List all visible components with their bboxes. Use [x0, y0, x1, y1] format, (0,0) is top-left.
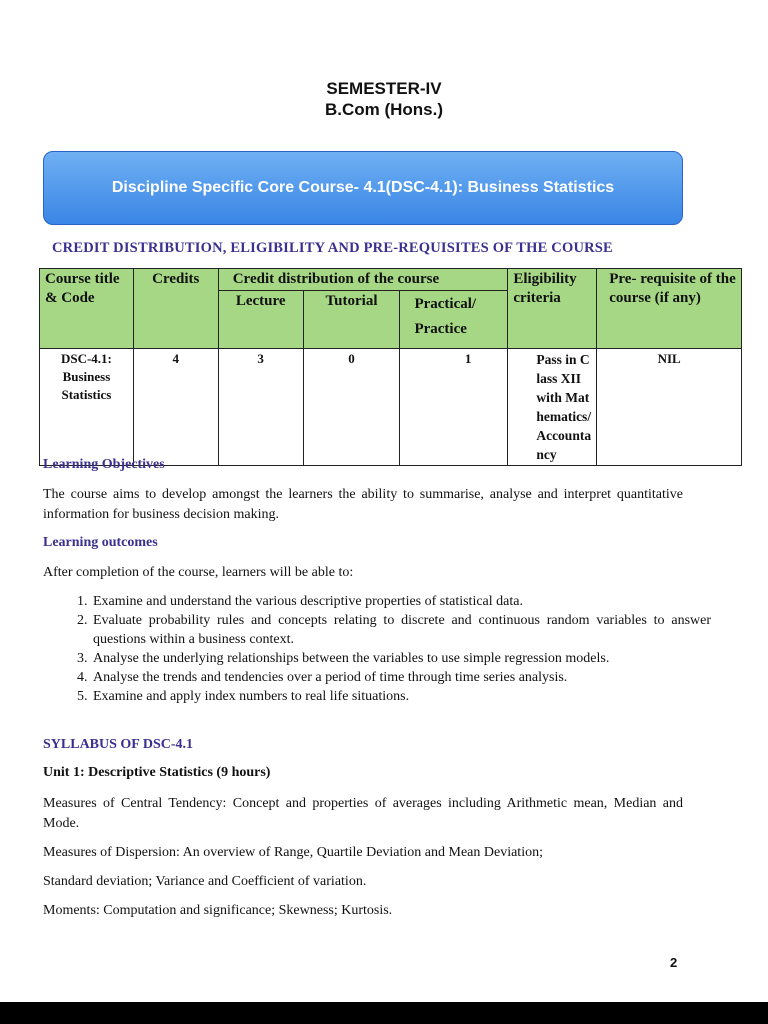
col-credits-header: Credits: [133, 269, 218, 349]
objectives-heading: Learning Objectives: [43, 457, 165, 472]
list-item: 5. Examine and apply index numbers to real life situations.: [91, 687, 711, 706]
cell-credits: 4: [133, 349, 218, 466]
syllabus-p1: Measures of Central Tendency: Concept and properties of averages including Arithmetic mean, Median and Mode.: [43, 796, 683, 831]
syllabus-p4: Moments: Computation and significance; Skewness; Kurtosis.: [43, 903, 393, 918]
col-course-header: Course title & Code: [40, 269, 134, 349]
credit-heading: CREDIT DISTRIBUTION, ELIGIBILITY AND PRE-REQUISITES OF THE COURSE: [52, 240, 613, 256]
semester-title: SEMESTER-IV: [326, 79, 442, 98]
unit1-title: Unit 1: Descriptive Statistics (9 hours): [43, 765, 271, 780]
col-prereq-header: Pre- requisite of the course (if any): [597, 269, 742, 349]
list-item: 3. Analyse the underlying relationships between the variables to use simple regression models.: [91, 649, 711, 668]
col-tutorial-header: Tutorial: [303, 291, 400, 349]
list-item: 2. Evaluate probability rules and concepts relating to discrete and continuous random variables to answer questions within a business context.: [91, 611, 711, 649]
cell-eligibility: Pass in Class XII with Mathematics/Accountancy: [508, 349, 597, 466]
objectives-text: The course aims to develop amongst the learners the ability to summarise, analyse and interpret quantitative information for business decision making.: [43, 487, 683, 522]
outcomes-heading: Learning outcomes: [43, 535, 158, 550]
outcomes-intro: After completion of the course, learners will be able to:: [43, 565, 354, 580]
cell-prereq: NIL: [597, 349, 742, 466]
col-lecture-header: Lecture: [218, 291, 303, 349]
col-eligibility-header: Eligibility criteria: [508, 269, 597, 349]
syllabus-p3: Standard deviation; Variance and Coefficient of variation.: [43, 874, 367, 889]
syllabus-p2: Measures of Dispersion: An overview of Range, Quartile Deviation and Mean Deviation;: [43, 845, 543, 860]
course-banner-title: Discipline Specific Core Course- 4.1(DSC-4.1): Business Statistics: [111, 179, 615, 196]
bottom-bar: [0, 1002, 768, 1024]
list-item: 4. Analyse the trends and tendencies over a period of time through time series analysis.: [91, 668, 711, 687]
outcomes-list: [43, 592, 711, 706]
list-item: 1. Examine and understand the various descriptive properties of statistical data.: [91, 592, 711, 611]
table-row: [40, 349, 742, 466]
page-number: 2: [670, 955, 678, 970]
programme-title: B.Com (Hons.): [324, 100, 444, 119]
col-distribution-header: Credit distribution of the course: [218, 269, 508, 291]
cell-tutorial: 0: [303, 349, 400, 466]
course-banner: [43, 151, 683, 225]
credit-table: [39, 268, 742, 466]
cell-lecture: 3: [218, 349, 303, 466]
page-header: [0, 78, 768, 120]
cell-practical: 1: [400, 349, 508, 466]
syllabus-heading: SYLLABUS OF DSC-4.1: [43, 737, 194, 752]
col-practical-header: Practical/ Practice: [400, 291, 508, 349]
cell-course: DSC-4.1: Business Statistics: [40, 349, 134, 466]
